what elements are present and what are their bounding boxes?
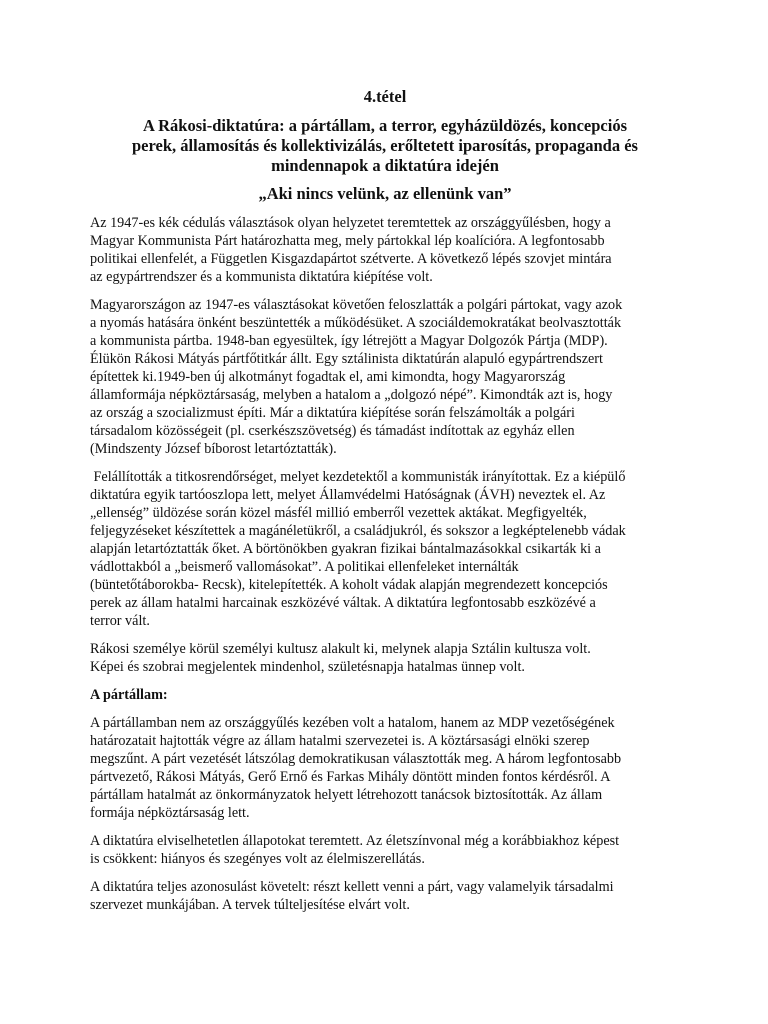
- text-line: Magyarországon az 1947-es választásokat követően feloszlatták a polgári pártokat, vagy azok: [90, 297, 623, 313]
- text-line: Az 1947-es kék cédulás választások olyan helyzetet teremtettek az országgyűlésben, hogy a: [90, 215, 611, 231]
- text-line: társadalom közösségeit (pl. cserkészszövetség) és támadást indítottak az egyház ellen: [90, 423, 575, 439]
- document-title: [90, 116, 680, 176]
- paragraph-6: [90, 832, 680, 868]
- title-line: mindennapok a diktatúra idején: [271, 156, 499, 175]
- text-line: (büntetőtáborokba- Recsk), kitelepítették. A koholt vádak alapján megrendezett koncepciós: [90, 577, 608, 593]
- text-line: terror vált.: [90, 613, 150, 629]
- title-line: A Rákosi-diktatúra: a pártállam, a terror, egyházüldözés, koncepciós: [143, 116, 627, 135]
- text-line: A diktatúra teljes azonosulást követelt: részt kellett venni a párt, vagy valamelyik társadalmi: [90, 879, 614, 895]
- text-line: államformája népköztársaság, melyben a hatalom a „dolgozó népé”. Kimondták azt is, hogy: [90, 387, 613, 403]
- text-line: Rákosi személye körül személyi kultusz alakult ki, melynek alapja Sztálin kultusza volt.: [90, 641, 591, 657]
- paragraph-3: [90, 468, 680, 630]
- paragraph-5: [90, 714, 680, 822]
- text-line: pártállam hatalmát az önkormányzatok helyett létrehozott tanácsok biztosították. Az állam: [90, 787, 603, 803]
- paragraph-7: [90, 878, 680, 914]
- text-line: vádlottakból a „beismerő vallomásokat”. A politikai ellenfeleket internálták: [90, 559, 519, 575]
- text-line: A diktatúra elviselhetetlen állapotokat teremtett. Az életszínvonal még a korábbiakhoz képest: [90, 833, 620, 849]
- text-line: Magyar Kommunista Párt határozhatta meg, mely pártokkal lép koalícióra. A legfontosabb: [90, 233, 605, 249]
- text-line: politikai ellenfelét, a Független Kisgazdapártot szétverte. A következő lépés szovjet mintára: [90, 251, 612, 267]
- text-line: feljegyzéseket készítettek a magánéletükről, a családjukról, és sokszor a legképtelenebb vádak: [90, 523, 626, 539]
- text-line: is csökkent: hiányos és szegényes volt az élelmiszerellátás.: [90, 851, 425, 867]
- text-line: szervezet munkájában. A tervek túlteljesítése elvárt volt.: [90, 897, 410, 913]
- text-line: megszűnt. A párt vezetését látszólag demokratikusan választották meg. A három legfontosabb: [90, 751, 622, 767]
- paragraph-2: [90, 296, 680, 458]
- text-line: diktatúra egyik tartóoszlopa lett, melyet Államvédelmi Hatóságnak (ÁVH) neveztek el. Az: [90, 487, 606, 503]
- motto: „Aki nincs velünk, az ellenünk van”: [258, 184, 512, 203]
- text-line: formája népköztársaság lett.: [90, 805, 250, 821]
- text-line: a nyomás hatására önként beszüntették a működésüket. A szociáldemokratákat beolvasztották: [90, 315, 622, 331]
- text-line: „ellenség” üldözése során közel másfél millió emberről vezettek aktákat. Megfigyelték,: [90, 505, 587, 521]
- document-number: 4.tétel: [363, 87, 407, 106]
- text-line: Felállították a titkosrendőrséget, melyet kezdetektől a kommunisták irányítottak. Ez a kiépülő: [90, 469, 626, 485]
- text-line: építettek ki.1949-ben új alkotmányt fogadtak el, ami kimondta, hogy Magyarország: [90, 369, 566, 385]
- text-line: az ország a szocializmust építi. Már a diktatúra kiépítése során felszámolták a polgári: [90, 405, 575, 421]
- title-line: perek, államosítás és kollektivizálás, erőltetett iparosítás, propaganda és: [132, 136, 638, 155]
- section-heading: A pártállam:: [90, 687, 168, 703]
- text-line: határozatait hajtották végre az állam hatalmi szervezetei is. A köztársasági elnöki szerep: [90, 733, 590, 749]
- paragraph-4: [90, 640, 680, 676]
- text-line: Képei és szobrai megjelentek mindenhol, születésnapja hatalmas ünnep volt.: [90, 659, 525, 675]
- paragraph-1: [90, 214, 680, 286]
- text-line: Élükön Rákosi Mátyás pártfőtitkár állt. Egy sztálinista diktatúrán alapuló egypártrendszert: [90, 351, 603, 367]
- text-line: pártvezető, Rákosi Mátyás, Gerő Ernő és Farkas Mihály döntött minden fontos kérdésről. A: [90, 769, 611, 785]
- text-line: perek az állam hatalmi harcainak eszközévé váltak. A diktatúra legfontosabb eszközévé a: [90, 595, 596, 611]
- text-line: alapján letartóztatták őket. A börtönökben gyakran fizikai bántalmazásokkal csikarták ki a: [90, 541, 601, 557]
- text-line: az egypártrendszer és a kommunista diktatúra kiépítése volt.: [90, 269, 433, 285]
- text-line: A pártállamban nem az országgyűlés kezében volt a hatalom, hanem az MDP vezetőségének: [90, 715, 615, 731]
- text-line: (Mindszenty József bíborost letartóztatták).: [90, 441, 337, 457]
- text-line: a kommunista pártba. 1948-ban egyesültek, így létrejött a Magyar Dolgozók Pártja (MDP).: [90, 333, 608, 349]
- document-page: [90, 86, 680, 924]
